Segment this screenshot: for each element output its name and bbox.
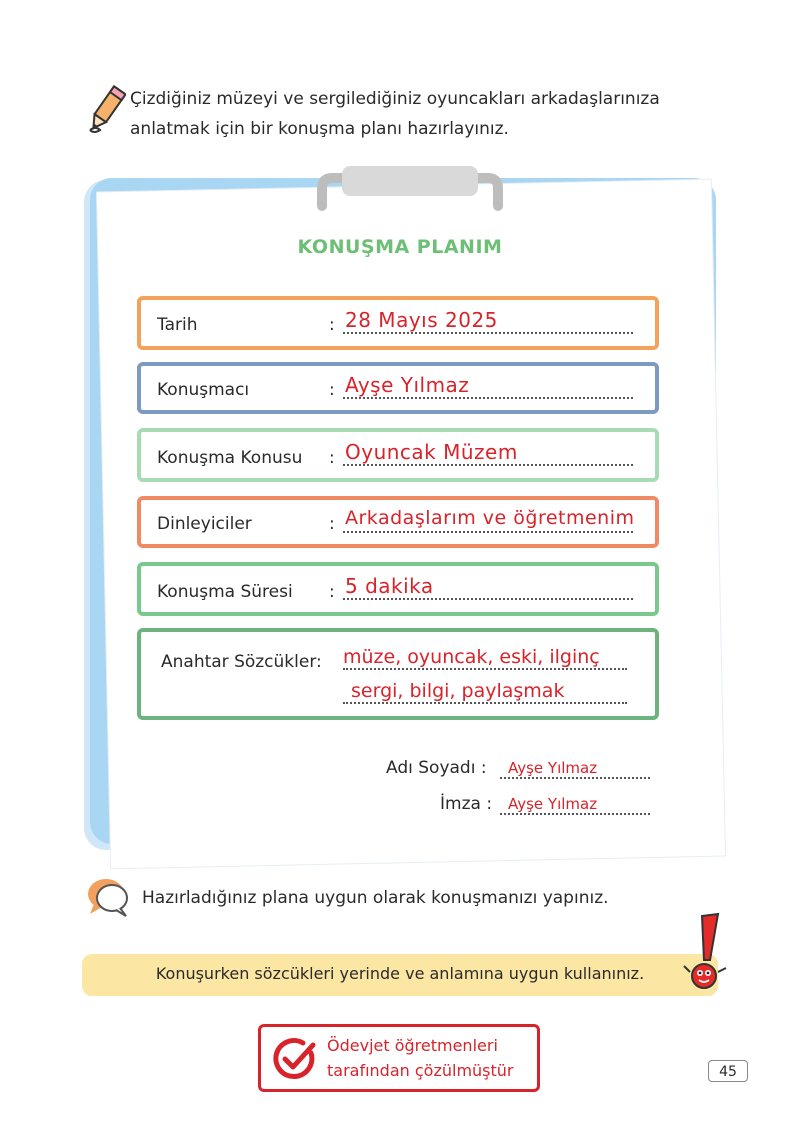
answer-duration[interactable]: 5 dakika (345, 574, 434, 598)
clipboard-clip-icon (312, 166, 508, 218)
plan-row-audience (137, 496, 659, 548)
tip-text: Konuşurken sözcükleri yerinde ve anlamına uygun kullanınız. (155, 964, 645, 983)
instruction-line-2: anlatmak için bir konuşma planı hazırlayınız. (130, 119, 509, 139)
plan-row-date (137, 296, 659, 350)
row-colon: : (329, 514, 335, 534)
row-colon: : (329, 448, 335, 468)
dotted-line (343, 668, 627, 670)
dotted-line (343, 702, 627, 704)
answer-keywords-line-2[interactable]: sergi, bilgi, paylaşmak (351, 680, 565, 702)
row-label: Tarih (157, 315, 198, 335)
dotted-line (343, 531, 633, 533)
row-label: Anahtar Sözcükler: (161, 652, 322, 672)
row-label: Konuşma Konusu (157, 448, 303, 468)
solution-stamp (258, 1024, 540, 1092)
dotted-line (343, 464, 633, 466)
answer-keywords-line-1[interactable]: müze, oyuncak, eski, ilginç (343, 646, 600, 668)
signature-label: İmza : (440, 794, 493, 814)
exclamation-mascot-icon (680, 912, 732, 992)
plan-row-speaker (137, 362, 659, 414)
answer-date[interactable]: 28 Mayıs 2025 (345, 308, 498, 332)
stamp-line-2: tarafından çözülmüştür (327, 1061, 514, 1080)
dotted-line (500, 777, 650, 779)
answer-signature[interactable]: Ayşe Yılmaz (508, 795, 598, 813)
speak-instruction: Hazırladığınız plana uygun olarak konuşmanızı yapınız. (142, 888, 609, 908)
row-label: Konuşma Süresi (157, 582, 293, 602)
instruction-text (130, 84, 730, 144)
dotted-line (500, 813, 650, 815)
page-number: 45 (708, 1060, 748, 1082)
row-label: Dinleyiciler (157, 514, 252, 534)
row-colon: : (329, 380, 335, 400)
stamp-line-1: Ödevjet öğretmenleri (327, 1036, 498, 1055)
check-circle-icon (273, 1037, 317, 1081)
pencil-icon (86, 82, 126, 138)
dotted-line (343, 397, 633, 399)
speech-bubble-icon (86, 876, 132, 918)
plan-row-topic (137, 428, 659, 482)
plan-row-keywords (137, 628, 659, 720)
dotted-line (343, 598, 633, 600)
name-label: Adı Soyadı : (386, 758, 487, 778)
plan-title: KONUŞMA PLANIM (297, 236, 503, 258)
row-colon: : (329, 315, 335, 335)
instruction-line-1: Çizdiğiniz müzeyi ve sergilediğiniz oyuncakları arkadaşlarınıza (130, 89, 660, 109)
row-colon: : (329, 582, 335, 602)
plan-row-duration (137, 562, 659, 616)
answer-audience[interactable]: Arkadaşlarım ve öğretmenim (345, 507, 635, 529)
answer-speaker[interactable]: Ayşe Yılmaz (345, 373, 470, 397)
dotted-line (343, 332, 633, 334)
row-label: Konuşmacı (157, 380, 250, 400)
answer-topic[interactable]: Oyuncak Müzem (345, 440, 518, 464)
answer-name[interactable]: Ayşe Yılmaz (508, 759, 598, 777)
